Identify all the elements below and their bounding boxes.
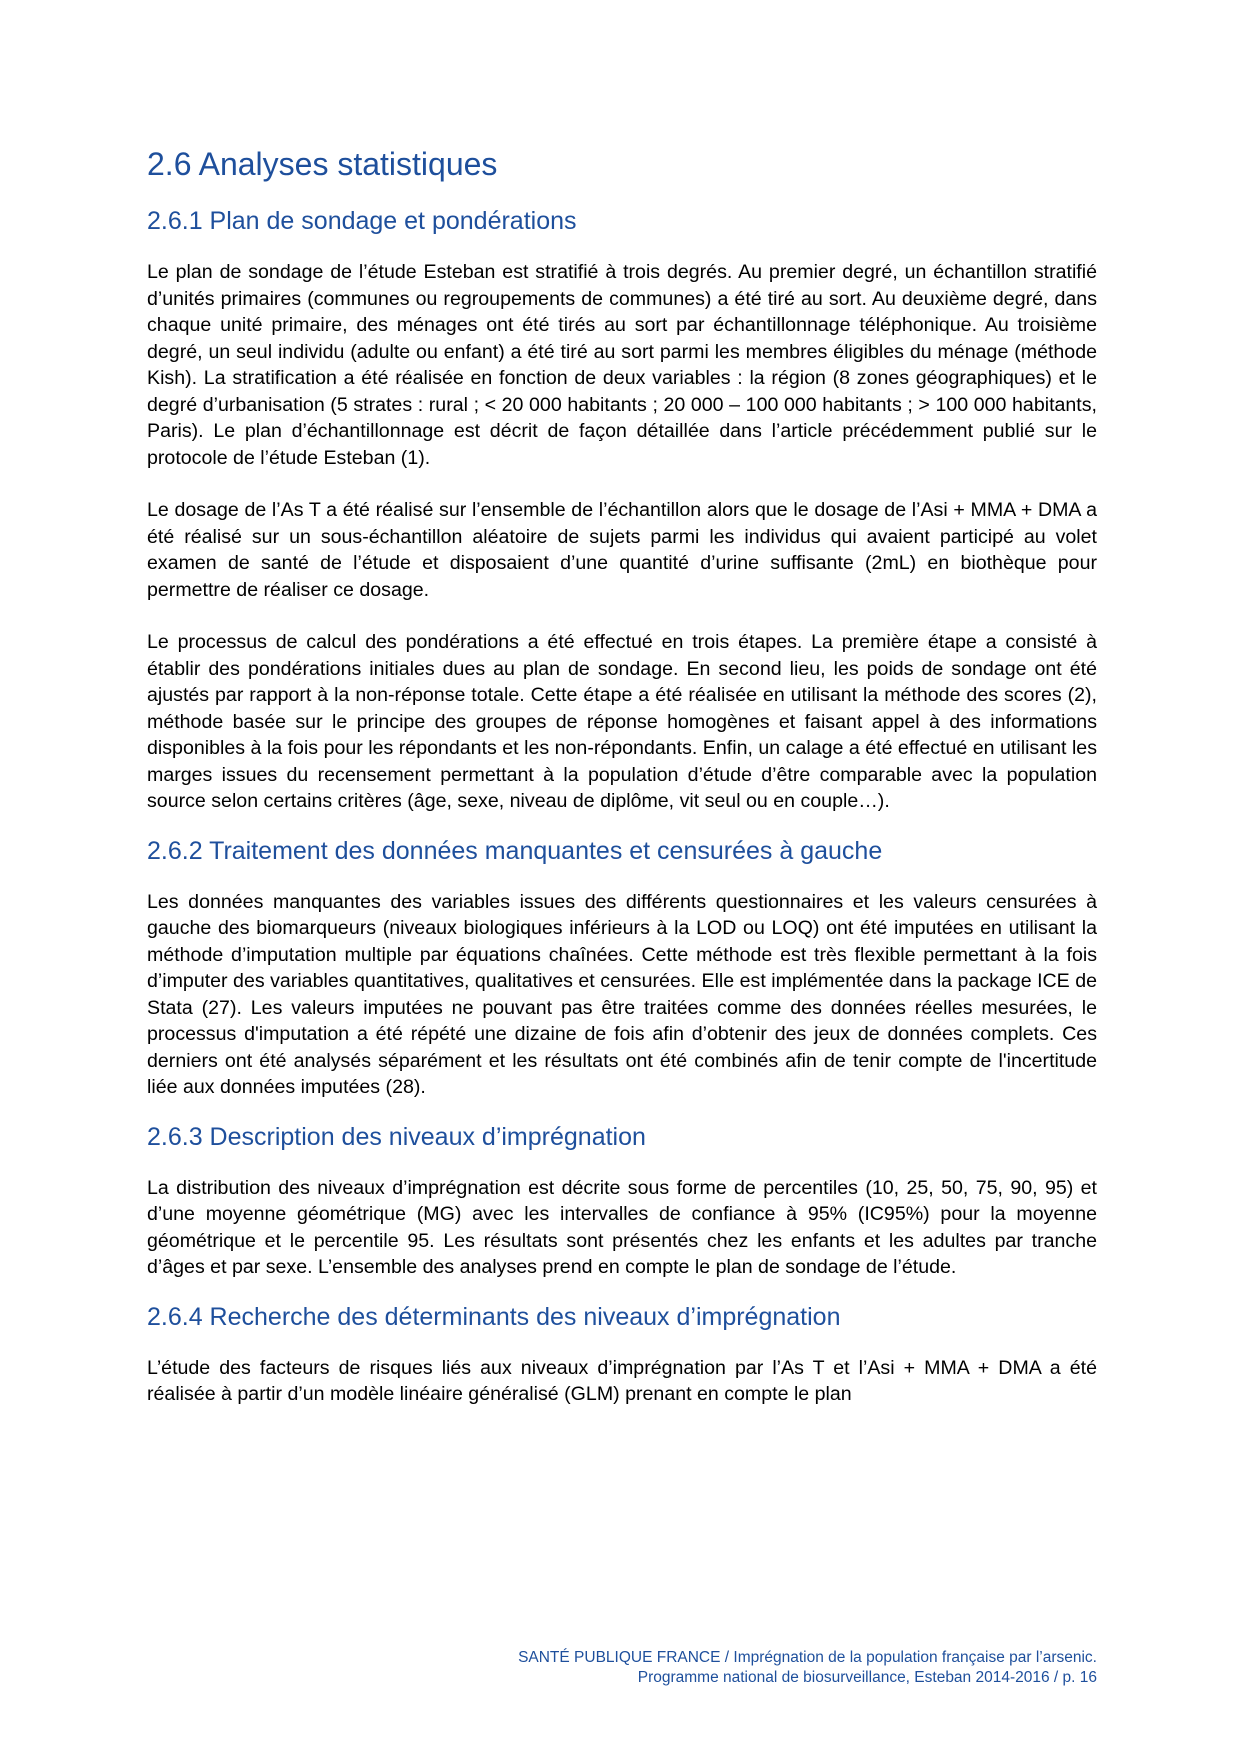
footer-publisher-line: SANTÉ PUBLIQUE FRANCE / Imprégnation de la population française par l’arsenic.	[518, 1649, 1097, 1666]
section-heading-2-6-3: 2.6.3 Description des niveaux d’imprégnation	[147, 1122, 646, 1151]
section-heading-2-6-4: 2.6.4 Recherche des déterminants des niveaux d’imprégnation	[147, 1302, 841, 1331]
page-content	[147, 143, 1097, 1408]
paragraph-determinants: L’étude des facteurs de risques liés aux niveaux d’imprégnation par l’As T et l’Asi + MMA + DMA a été réalisée à partir d’un modèle linéaire généralisé (GLM) prenant en compte le plan	[147, 1356, 1097, 1405]
paragraph-dosage: Le dosage de l’As T a été réalisé sur l’ensemble de l’échantillon alors que le dosage de l’Asi + MMA + DMA a été réalisé sur un sous-échantillon aléatoire de sujets parmi les individus qui avaient participé au volet examen de santé de l’étude et disposaient d’une quantité d’urine suffisante (2mL) en biothèque pour permettre de réaliser ce dosage.	[147, 499, 1097, 601]
paragraph-sampling-plan: Le plan de sondage de l’étude Esteban est stratifié à trois degrés. Au premier degré, un échantillon stratifié d’unités primaires (communes ou regroupements de communes) a été tiré au sort. Au deuxième degré, dans chaque unité primaire, des ménages ont été tirés au sort par échantillonnage téléphonique. Au troisième degré, un seul individu (adulte ou enfant) a été tiré au sort parmi les membres éligibles du ménage (méthode Kish). La stratification a été réalisée en fonction de deux variables : la région (8 zones géographiques) et le degré d’urbanisation (5 strates : rural ; < 20 000 habitants ; 20 000 – 100 000 habitants ; > 100 000 habitants, Paris). Le plan d’échantillonnage est décrit de façon détaillée dans l’article précédemment publié sur le protocole de l’étude Esteban (1).	[147, 261, 1097, 469]
section-heading-2-6-2: 2.6.2 Traitement des données manquantes et censurées à gauche	[147, 836, 883, 865]
paragraph-weighting: Le processus de calcul des pondérations a été effectué en trois étapes. La première étape a consisté à établir des pondérations initiales dues au plan de sondage. En second lieu, les poids de sondage ont été ajustés par rapport à la non-réponse totale. Cette étape a été réalisée en utilisant la méthode des scores (2), méthode basée sur le principe des groupes de réponse homogènes et faisant appel à des informations disponibles à la fois pour les répondants et les non-répondants. Enfin, un calage a été effectué en utilisant les marges issues du recensement permettant à la population d’étude d’être comparable avec la population source selon certains critères (âge, sexe, niveau de diplôme, vit seul ou en couple…).	[147, 631, 1097, 812]
footer-program-line: Programme national de biosurveillance, Esteban 2014-2016 / p. 16	[637, 1669, 1097, 1686]
paragraph-missing-data: Les données manquantes des variables issues des différents questionnaires et les valeurs censurées à gauche des biomarqueurs (niveaux biologiques inférieurs à la LOD ou LOQ) ont été imputées en utilisant la méthode d’imputation multiple par équations chaînées. Cette méthode est très flexible permettant à la fois d’imputer des variables quantitatives, qualitatives et censurées. Elle est implémentée dans la package ICE de Stata (27). Les valeurs imputées ne pouvant pas être traitées comme des données réelles mesurées, le processus d'imputation a été répété une dizaine de fois afin d’obtenir des jeux de données complets. Ces derniers ont été analysés séparément et les résultats ont été combinés afin de tenir compte de l'incertitude liée aux données imputées (28).	[147, 890, 1097, 1098]
page-title: 2.6 Analyses statistiques	[147, 146, 498, 182]
section-heading-2-6-1: 2.6.1 Plan de sondage et pondérations	[147, 207, 577, 235]
page-footer	[518, 1648, 1097, 1688]
paragraph-description-levels: La distribution des niveaux d’imprégnation est décrite sous forme de percentiles (10, 25, 50, 75, 90, 95) et d’une moyenne géométrique (MG) avec les intervalles de confiance à 95% (IC95%) pour la moyenne géométrique et le percentile 95. Les résultats sont présentés chez les enfants et les adultes par tranche d’âges et par sexe. L’ensemble des analyses prend en compte le plan de sondage de l’étude.	[147, 1176, 1097, 1278]
